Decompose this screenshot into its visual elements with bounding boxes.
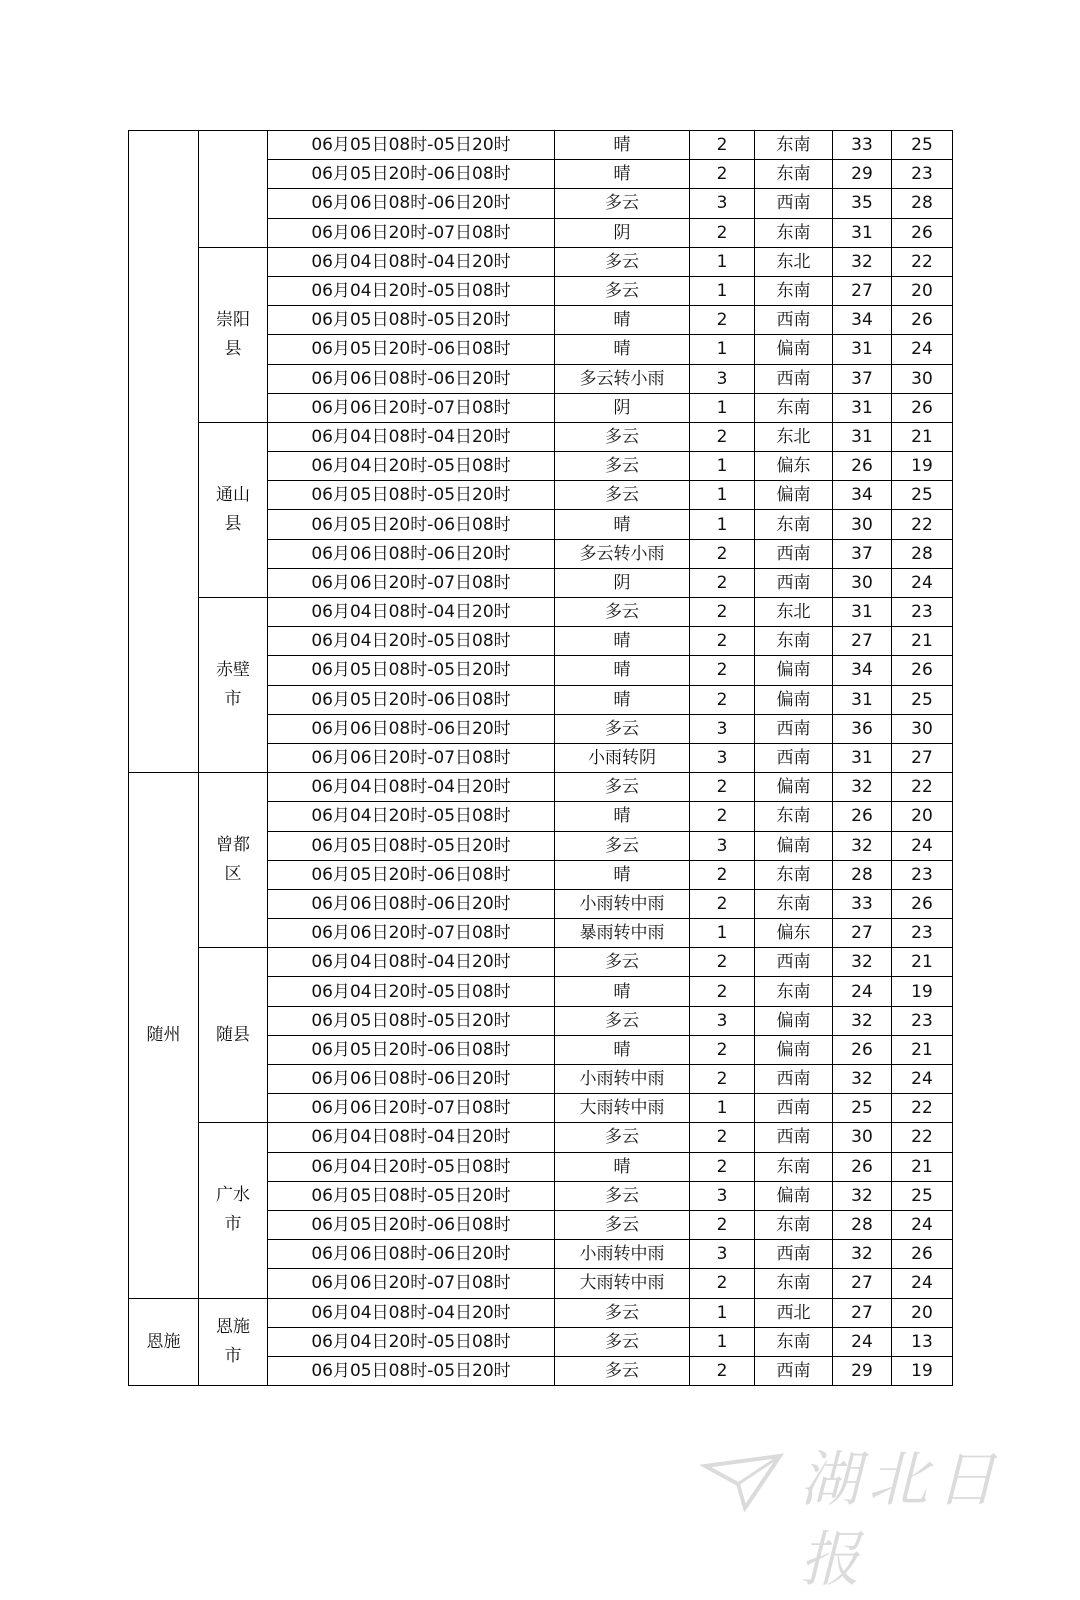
county-cell (199, 247, 268, 422)
forecast-table-body (129, 131, 953, 1386)
period-cell: 06月06日20时-07日08时 (268, 743, 555, 772)
weather-cell: 暴雨转中雨 (555, 919, 690, 948)
wind-direction-cell: 偏南 (755, 831, 833, 860)
wind-direction-cell: 东南 (755, 218, 833, 247)
wind-direction-cell: 东南 (755, 1269, 833, 1298)
table-row (129, 247, 953, 276)
forecast-table (128, 130, 953, 1386)
wind-level-cell: 2 (690, 422, 755, 451)
weather-cell: 多云 (555, 276, 690, 305)
low-temp-cell: 20 (892, 1298, 953, 1327)
wind-level-cell: 2 (690, 1356, 755, 1385)
wind-direction-cell: 东南 (755, 889, 833, 918)
wind-level-cell: 2 (690, 773, 755, 802)
low-temp-cell: 24 (892, 1210, 953, 1239)
period-cell: 06月04日20时-05日08时 (268, 627, 555, 656)
wind-level-cell: 2 (690, 656, 755, 685)
wind-direction-cell: 西南 (755, 1065, 833, 1094)
period-cell: 06月04日08时-04日20时 (268, 422, 555, 451)
low-temp-cell: 25 (892, 685, 953, 714)
wind-level-cell: 2 (690, 1152, 755, 1181)
low-temp-cell: 25 (892, 131, 953, 160)
county-cell (199, 422, 268, 597)
weather-cell: 多云 (555, 422, 690, 451)
weather-cell: 晴 (555, 510, 690, 539)
low-temp-cell: 30 (892, 714, 953, 743)
wind-level-cell: 2 (690, 948, 755, 977)
wind-direction-cell: 偏南 (755, 1006, 833, 1035)
high-temp-cell: 29 (833, 1356, 892, 1385)
wind-level-cell: 2 (690, 131, 755, 160)
period-cell: 06月05日20时-06日08时 (268, 160, 555, 189)
period-cell: 06月04日08时-04日20时 (268, 598, 555, 627)
period-cell: 06月04日20时-05日08时 (268, 802, 555, 831)
high-temp-cell: 27 (833, 1269, 892, 1298)
wind-level-cell: 1 (690, 1327, 755, 1356)
wind-level-cell: 2 (690, 627, 755, 656)
wind-direction-cell: 偏南 (755, 335, 833, 364)
wind-level-cell: 3 (690, 831, 755, 860)
wind-direction-cell: 西南 (755, 364, 833, 393)
period-cell: 06月04日08时-04日20时 (268, 948, 555, 977)
high-temp-cell: 33 (833, 889, 892, 918)
low-temp-cell: 21 (892, 1035, 953, 1064)
county-cell (199, 948, 268, 1123)
wind-direction-cell: 偏东 (755, 452, 833, 481)
wind-direction-cell: 西北 (755, 1298, 833, 1327)
low-temp-cell: 24 (892, 831, 953, 860)
weather-cell: 晴 (555, 306, 690, 335)
high-temp-cell: 32 (833, 1065, 892, 1094)
period-cell: 06月06日20时-07日08时 (268, 568, 555, 597)
high-temp-cell: 34 (833, 656, 892, 685)
wind-direction-cell: 偏南 (755, 656, 833, 685)
wind-level-cell: 2 (690, 860, 755, 889)
table-row (129, 131, 953, 160)
high-temp-cell: 28 (833, 860, 892, 889)
wind-level-cell: 2 (690, 1065, 755, 1094)
county-name: 崇阳县 (215, 309, 250, 359)
wind-direction-cell: 西南 (755, 189, 833, 218)
period-cell: 06月06日20时-07日08时 (268, 919, 555, 948)
high-temp-cell: 34 (833, 481, 892, 510)
high-temp-cell: 30 (833, 1123, 892, 1152)
wind-direction-cell: 东南 (755, 510, 833, 539)
weather-cell: 阴 (555, 218, 690, 247)
period-cell: 06月05日20时-06日08时 (268, 685, 555, 714)
weather-cell: 多云 (555, 714, 690, 743)
low-temp-cell: 26 (892, 218, 953, 247)
period-cell: 06月06日20时-07日08时 (268, 393, 555, 422)
wind-level-cell: 3 (690, 364, 755, 393)
high-temp-cell: 31 (833, 685, 892, 714)
period-cell: 06月06日08时-06日20时 (268, 189, 555, 218)
high-temp-cell: 27 (833, 627, 892, 656)
county-name: 广水市 (215, 1185, 250, 1235)
county-name: 随县 (215, 1024, 250, 1045)
period-cell: 06月05日20时-06日08时 (268, 860, 555, 889)
period-cell: 06月06日20时-07日08时 (268, 218, 555, 247)
period-cell: 06月05日20时-06日08时 (268, 1210, 555, 1239)
weather-cell: 晴 (555, 131, 690, 160)
wind-level-cell: 1 (690, 247, 755, 276)
high-temp-cell: 27 (833, 1298, 892, 1327)
weather-cell: 多云转小雨 (555, 364, 690, 393)
period-cell: 06月04日20时-05日08时 (268, 977, 555, 1006)
weather-cell: 晴 (555, 802, 690, 831)
period-cell: 06月05日08时-05日20时 (268, 1356, 555, 1385)
wind-direction-cell: 东南 (755, 1210, 833, 1239)
low-temp-cell: 23 (892, 860, 953, 889)
table-row (129, 1298, 953, 1327)
period-cell: 06月06日08时-06日20时 (268, 539, 555, 568)
wind-level-cell: 1 (690, 510, 755, 539)
table-row (129, 422, 953, 451)
wind-direction-cell: 偏南 (755, 1181, 833, 1210)
low-temp-cell: 25 (892, 481, 953, 510)
high-temp-cell: 35 (833, 189, 892, 218)
period-cell: 06月04日08时-04日20时 (268, 773, 555, 802)
wind-direction-cell: 东南 (755, 627, 833, 656)
weather-cell: 多云 (555, 1006, 690, 1035)
wind-level-cell: 2 (690, 218, 755, 247)
wind-direction-cell: 东南 (755, 977, 833, 1006)
paper-plane-logo-icon (700, 1446, 790, 1516)
wind-direction-cell: 西南 (755, 714, 833, 743)
weather-cell: 大雨转中雨 (555, 1269, 690, 1298)
high-temp-cell: 27 (833, 919, 892, 948)
high-temp-cell: 30 (833, 568, 892, 597)
period-cell: 06月05日20时-06日08时 (268, 1035, 555, 1064)
low-temp-cell: 20 (892, 276, 953, 305)
wind-direction-cell: 东北 (755, 598, 833, 627)
low-temp-cell: 24 (892, 1269, 953, 1298)
low-temp-cell: 22 (892, 510, 953, 539)
weather-cell: 小雨转阴 (555, 743, 690, 772)
wind-direction-cell: 西南 (755, 743, 833, 772)
wind-direction-cell: 西南 (755, 306, 833, 335)
weather-cell: 多云 (555, 1210, 690, 1239)
high-temp-cell: 32 (833, 247, 892, 276)
weather-cell: 小雨转中雨 (555, 1065, 690, 1094)
period-cell: 06月06日08时-06日20时 (268, 1065, 555, 1094)
period-cell: 06月05日08时-05日20时 (268, 306, 555, 335)
wind-level-cell: 3 (690, 714, 755, 743)
wind-direction-cell: 西南 (755, 539, 833, 568)
low-temp-cell: 26 (892, 393, 953, 422)
period-cell: 06月04日08时-04日20时 (268, 1298, 555, 1327)
county-name: 通山县 (215, 484, 250, 534)
weather-cell: 多云 (555, 773, 690, 802)
weather-cell: 多云 (555, 1123, 690, 1152)
county-cell (199, 773, 268, 948)
high-temp-cell: 26 (833, 1035, 892, 1064)
city-cell: 随州 (129, 773, 199, 1298)
wind-direction-cell: 偏南 (755, 1035, 833, 1064)
wind-direction-cell: 西南 (755, 1240, 833, 1269)
high-temp-cell: 33 (833, 131, 892, 160)
low-temp-cell: 23 (892, 160, 953, 189)
wind-level-cell: 3 (690, 1240, 755, 1269)
wind-level-cell: 2 (690, 977, 755, 1006)
wind-level-cell: 1 (690, 393, 755, 422)
low-temp-cell: 24 (892, 1065, 953, 1094)
wind-direction-cell: 东南 (755, 276, 833, 305)
wind-direction-cell: 西南 (755, 1094, 833, 1123)
low-temp-cell: 23 (892, 919, 953, 948)
period-cell: 06月06日20时-07日08时 (268, 1094, 555, 1123)
high-temp-cell: 26 (833, 1152, 892, 1181)
wind-level-cell: 2 (690, 598, 755, 627)
table-row (129, 773, 953, 802)
wind-direction-cell: 东南 (755, 160, 833, 189)
weather-cell: 多云转小雨 (555, 539, 690, 568)
low-temp-cell: 25 (892, 1181, 953, 1210)
wind-level-cell: 1 (690, 1094, 755, 1123)
high-temp-cell: 31 (833, 598, 892, 627)
low-temp-cell: 28 (892, 189, 953, 218)
high-temp-cell: 31 (833, 335, 892, 364)
low-temp-cell: 22 (892, 773, 953, 802)
high-temp-cell: 27 (833, 276, 892, 305)
wind-direction-cell: 东北 (755, 422, 833, 451)
table-row (129, 598, 953, 627)
wind-level-cell: 3 (690, 1181, 755, 1210)
weather-cell: 晴 (555, 977, 690, 1006)
watermark-text: 湖北日报 (800, 1445, 1004, 1595)
low-temp-cell: 22 (892, 1094, 953, 1123)
period-cell: 06月06日08时-06日20时 (268, 714, 555, 743)
high-temp-cell: 37 (833, 539, 892, 568)
period-cell: 06月04日08时-04日20时 (268, 247, 555, 276)
county-cell (199, 598, 268, 773)
low-temp-cell: 26 (892, 1240, 953, 1269)
low-temp-cell: 30 (892, 364, 953, 393)
city-cell (129, 131, 199, 773)
period-cell: 06月05日08时-05日20时 (268, 1006, 555, 1035)
weather-cell: 多云 (555, 831, 690, 860)
county-cell (199, 1123, 268, 1298)
high-temp-cell: 31 (833, 422, 892, 451)
weather-cell: 多云 (555, 1181, 690, 1210)
wind-level-cell: 2 (690, 539, 755, 568)
low-temp-cell: 26 (892, 306, 953, 335)
wind-level-cell: 2 (690, 685, 755, 714)
high-temp-cell: 32 (833, 773, 892, 802)
low-temp-cell: 22 (892, 247, 953, 276)
wind-level-cell: 1 (690, 276, 755, 305)
wind-level-cell: 1 (690, 335, 755, 364)
low-temp-cell: 24 (892, 568, 953, 597)
wind-level-cell: 1 (690, 481, 755, 510)
low-temp-cell: 21 (892, 1152, 953, 1181)
weather-cell: 多云 (555, 948, 690, 977)
high-temp-cell: 28 (833, 1210, 892, 1239)
weather-cell: 多云 (555, 1327, 690, 1356)
period-cell: 06月05日08时-05日20时 (268, 656, 555, 685)
high-temp-cell: 24 (833, 977, 892, 1006)
high-temp-cell: 32 (833, 1181, 892, 1210)
wind-level-cell: 2 (690, 1210, 755, 1239)
period-cell: 06月04日20时-05日08时 (268, 1152, 555, 1181)
low-temp-cell: 13 (892, 1327, 953, 1356)
county-cell (199, 1298, 268, 1386)
low-temp-cell: 26 (892, 656, 953, 685)
low-temp-cell: 19 (892, 452, 953, 481)
period-cell: 06月06日08时-06日20时 (268, 889, 555, 918)
wind-level-cell: 1 (690, 919, 755, 948)
period-cell: 06月05日08时-05日20时 (268, 131, 555, 160)
wind-level-cell: 2 (690, 1123, 755, 1152)
period-cell: 06月06日08时-06日20时 (268, 1240, 555, 1269)
table-row (129, 948, 953, 977)
weather-cell: 晴 (555, 1035, 690, 1064)
high-temp-cell: 31 (833, 393, 892, 422)
period-cell: 06月04日20时-05日08时 (268, 1327, 555, 1356)
wind-direction-cell: 偏东 (755, 919, 833, 948)
low-temp-cell: 21 (892, 948, 953, 977)
period-cell: 06月04日20时-05日08时 (268, 276, 555, 305)
weather-cell: 多云 (555, 1356, 690, 1385)
weather-cell: 多云 (555, 189, 690, 218)
weather-cell: 大雨转中雨 (555, 1094, 690, 1123)
county-name: 恩施市 (215, 1316, 250, 1366)
weather-cell: 多云 (555, 598, 690, 627)
low-temp-cell: 21 (892, 422, 953, 451)
wind-direction-cell: 西南 (755, 1123, 833, 1152)
wind-level-cell: 2 (690, 1269, 755, 1298)
wind-level-cell: 3 (690, 743, 755, 772)
wind-level-cell: 3 (690, 189, 755, 218)
period-cell: 06月05日08时-05日20时 (268, 831, 555, 860)
low-temp-cell: 19 (892, 1356, 953, 1385)
period-cell: 06月05日08时-05日20时 (268, 1181, 555, 1210)
wind-level-cell: 1 (690, 1298, 755, 1327)
wind-level-cell: 2 (690, 568, 755, 597)
period-cell: 06月05日20时-06日08时 (268, 335, 555, 364)
high-temp-cell: 26 (833, 802, 892, 831)
wind-direction-cell: 东南 (755, 802, 833, 831)
wind-direction-cell: 偏南 (755, 773, 833, 802)
weather-cell: 晴 (555, 656, 690, 685)
high-temp-cell: 30 (833, 510, 892, 539)
low-temp-cell: 19 (892, 977, 953, 1006)
low-temp-cell: 27 (892, 743, 953, 772)
wind-direction-cell: 西南 (755, 1356, 833, 1385)
county-name: 曾都区 (215, 835, 250, 885)
wind-direction-cell: 东南 (755, 860, 833, 889)
low-temp-cell: 20 (892, 802, 953, 831)
low-temp-cell: 22 (892, 1123, 953, 1152)
wind-direction-cell: 东北 (755, 247, 833, 276)
wind-level-cell: 3 (690, 1006, 755, 1035)
weather-cell: 阴 (555, 393, 690, 422)
high-temp-cell: 31 (833, 218, 892, 247)
low-temp-cell: 28 (892, 539, 953, 568)
high-temp-cell: 31 (833, 743, 892, 772)
wind-level-cell: 2 (690, 1035, 755, 1064)
wind-direction-cell: 东南 (755, 393, 833, 422)
wind-level-cell: 2 (690, 160, 755, 189)
high-temp-cell: 25 (833, 1094, 892, 1123)
high-temp-cell: 32 (833, 948, 892, 977)
period-cell: 06月04日20时-05日08时 (268, 452, 555, 481)
high-temp-cell: 24 (833, 1327, 892, 1356)
weather-cell: 晴 (555, 685, 690, 714)
weather-cell: 小雨转中雨 (555, 1240, 690, 1269)
weather-cell: 多云 (555, 452, 690, 481)
high-temp-cell: 32 (833, 831, 892, 860)
high-temp-cell: 37 (833, 364, 892, 393)
weather-cell: 晴 (555, 160, 690, 189)
weather-cell: 多云 (555, 247, 690, 276)
weather-cell: 阴 (555, 568, 690, 597)
wind-direction-cell: 东南 (755, 1327, 833, 1356)
wind-direction-cell: 偏南 (755, 481, 833, 510)
wind-direction-cell: 东南 (755, 1152, 833, 1181)
watermark (700, 1440, 1070, 1595)
weather-cell: 晴 (555, 627, 690, 656)
period-cell: 06月05日08时-05日20时 (268, 481, 555, 510)
wind-level-cell: 2 (690, 306, 755, 335)
period-cell: 06月05日20时-06日08时 (268, 510, 555, 539)
wind-level-cell: 2 (690, 889, 755, 918)
weather-cell: 晴 (555, 335, 690, 364)
table-row (129, 1123, 953, 1152)
low-temp-cell: 26 (892, 889, 953, 918)
county-cell (199, 131, 268, 248)
county-name: 赤壁市 (215, 660, 250, 710)
period-cell: 06月06日20时-07日08时 (268, 1269, 555, 1298)
weather-cell: 晴 (555, 1152, 690, 1181)
weather-cell: 多云 (555, 1298, 690, 1327)
period-cell: 06月06日08时-06日20时 (268, 364, 555, 393)
high-temp-cell: 29 (833, 160, 892, 189)
wind-direction-cell: 偏南 (755, 685, 833, 714)
high-temp-cell: 32 (833, 1006, 892, 1035)
weather-cell: 晴 (555, 860, 690, 889)
city-cell: 恩施 (129, 1298, 199, 1386)
weather-cell: 多云 (555, 481, 690, 510)
wind-direction-cell: 东南 (755, 131, 833, 160)
high-temp-cell: 34 (833, 306, 892, 335)
high-temp-cell: 36 (833, 714, 892, 743)
low-temp-cell: 23 (892, 1006, 953, 1035)
wind-level-cell: 2 (690, 802, 755, 831)
wind-direction-cell: 西南 (755, 568, 833, 597)
wind-level-cell: 1 (690, 452, 755, 481)
period-cell: 06月04日08时-04日20时 (268, 1123, 555, 1152)
low-temp-cell: 21 (892, 627, 953, 656)
high-temp-cell: 32 (833, 1240, 892, 1269)
wind-direction-cell: 西南 (755, 948, 833, 977)
low-temp-cell: 23 (892, 598, 953, 627)
high-temp-cell: 26 (833, 452, 892, 481)
low-temp-cell: 24 (892, 335, 953, 364)
weather-cell: 小雨转中雨 (555, 889, 690, 918)
